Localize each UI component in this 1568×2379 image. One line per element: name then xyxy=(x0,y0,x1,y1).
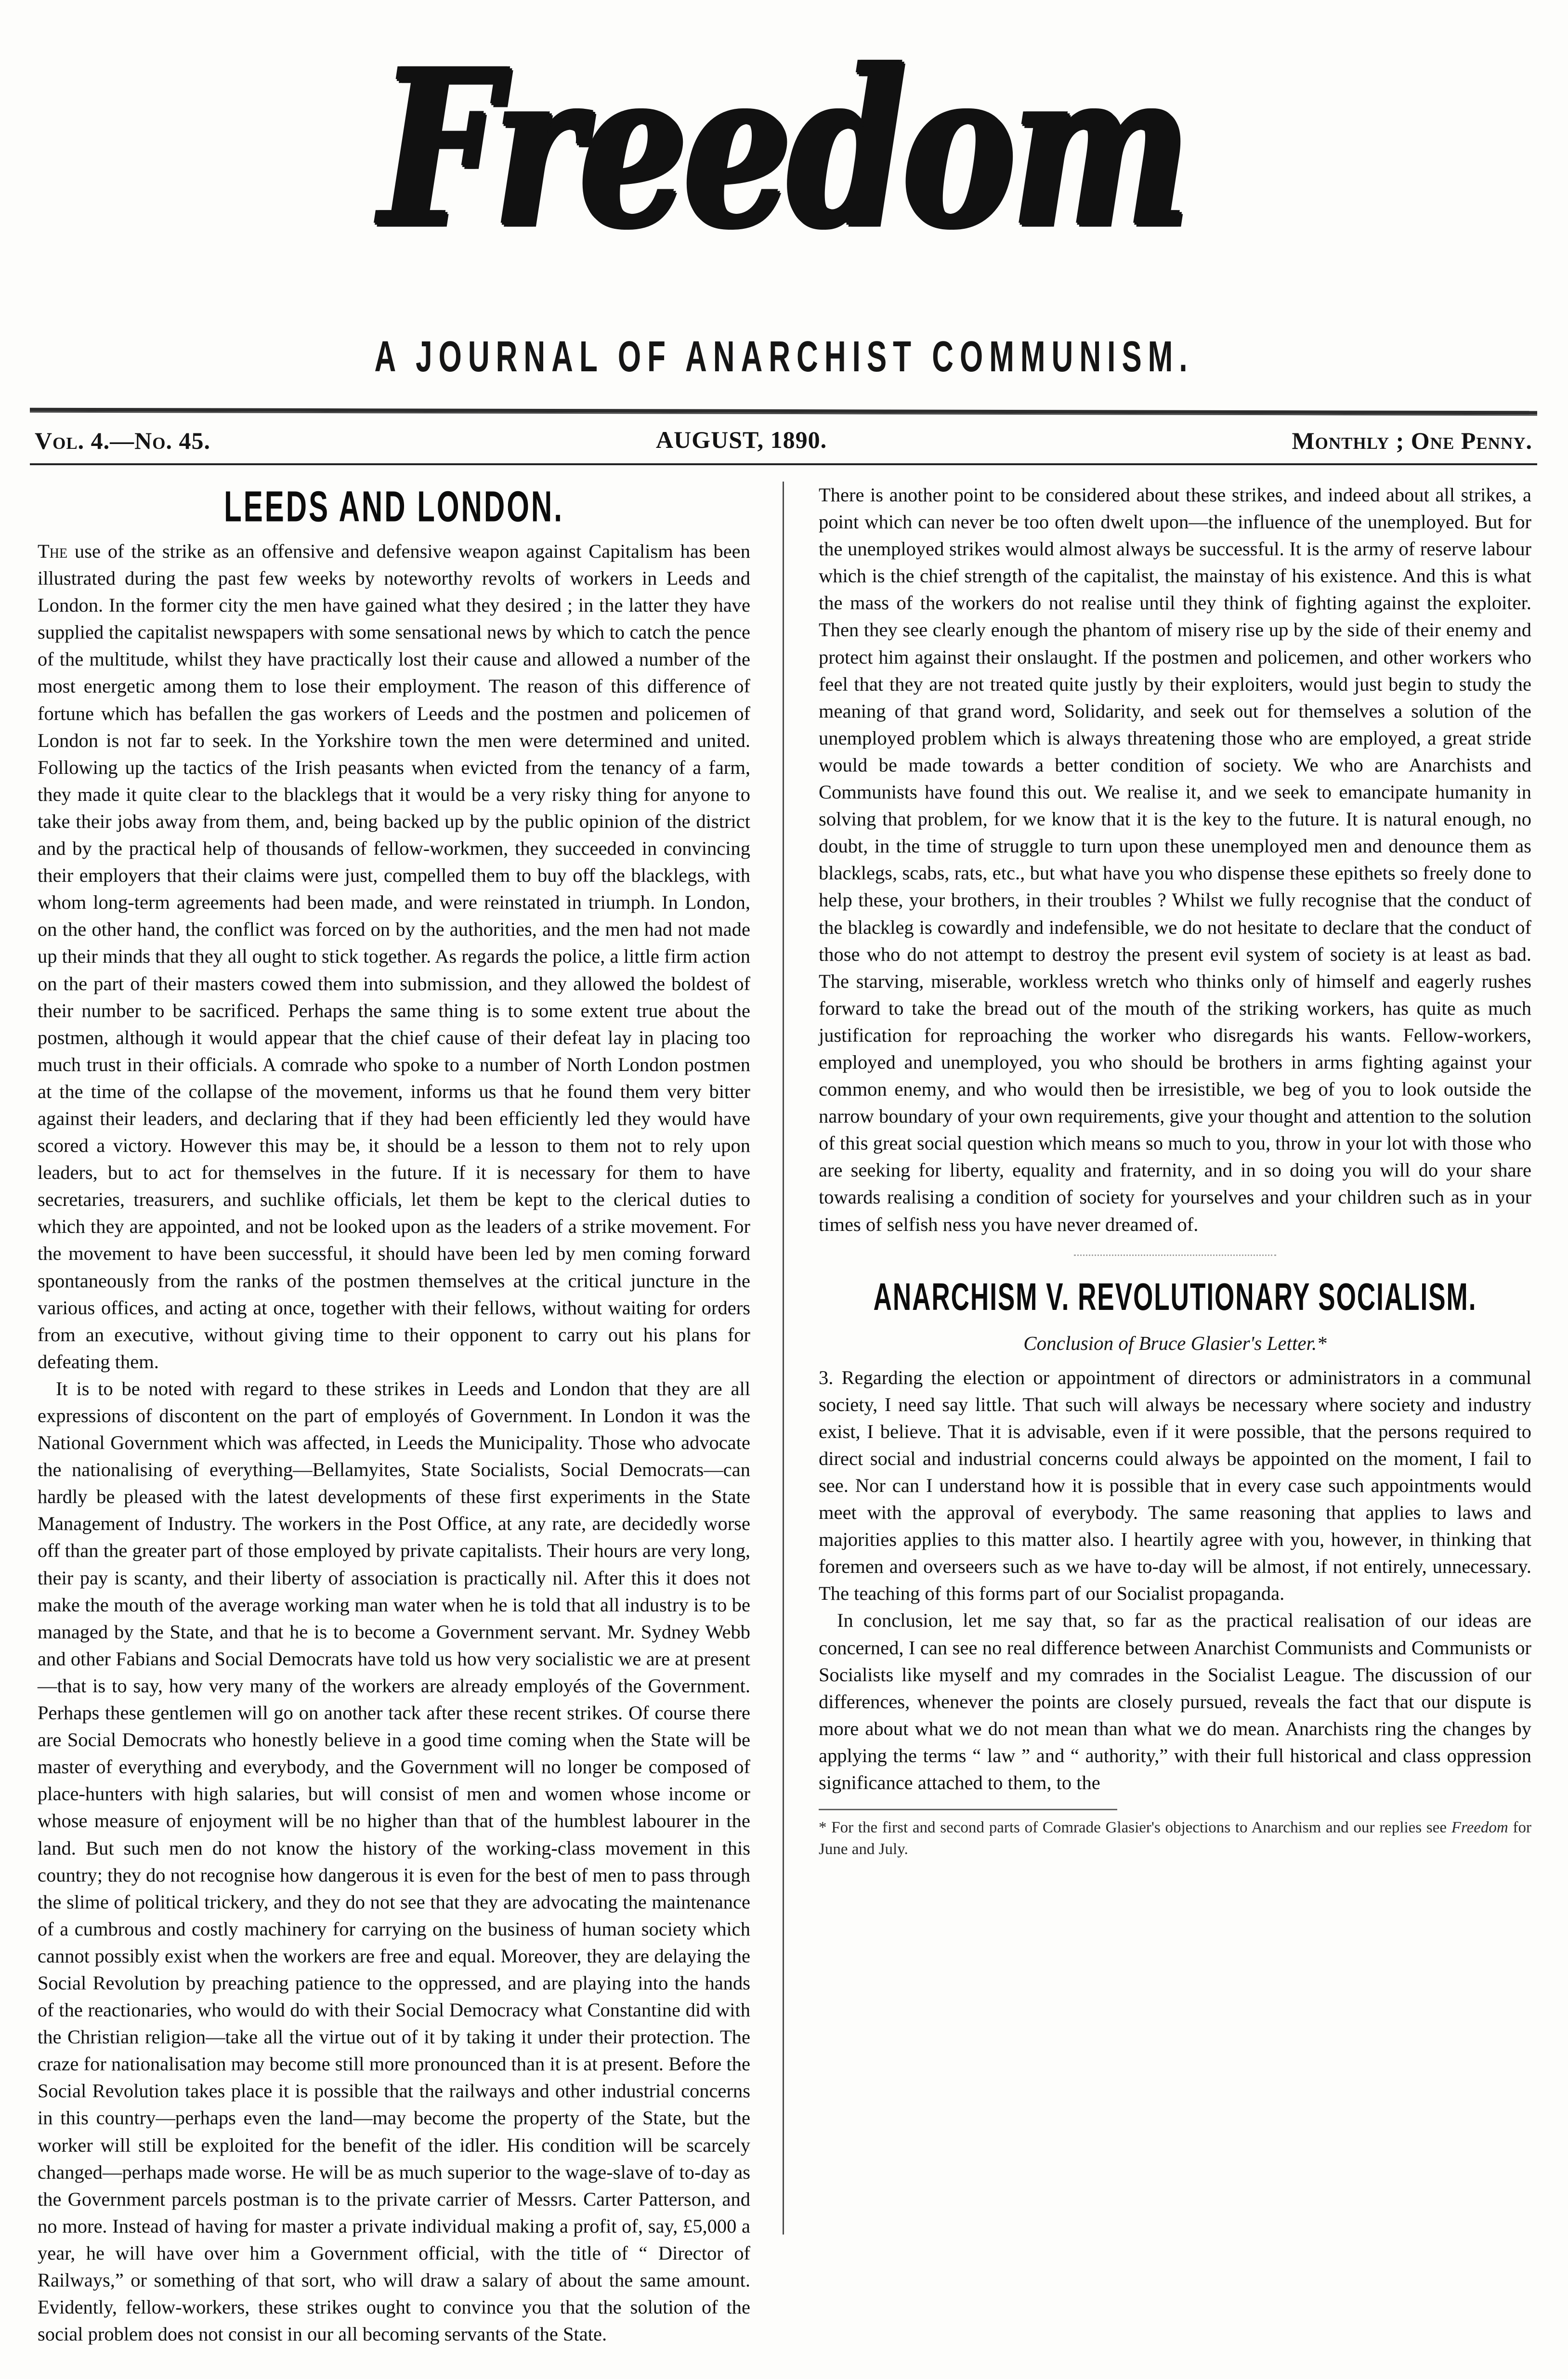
issue-line xyxy=(30,424,1537,458)
article-paragraph: The use of the strike as an offensive and defensive weapon against Capitalism has been illustrated during the past few weeks by noteworthy revolts of workers in Leeds and London. In the former city the men have gained what they desired ; in the latter they have supplied the capitalist newspapers with some sensational news by which to catch the pence of the multitude, whilst they have practically lost their cause and allowed a number of the most energetic among them to lose their employment. The reason of this difference of fortune which has befallen the gas workers of Leeds and the postmen and policemen of London is not far to seek. In the Yorkshire town the men were determined and united. Following up the tactics of the Irish peasants when evicted from the tenancy of a farm, they made it quite clear to the blacklegs that it would be a very risky thing for anyone to take their jobs away from them, and, being backed up by the public opinion of the district and by the practical help of thousands of fellow-workmen, they succeeded in convincing their employers that their claims were just, compelled them to buy off the blacklegs, with whom long-term agreements had been made, and were reinstated in triumph. In London, on the other hand, the conflict was forced on by the authorities, and the men had not made up their minds that they all ought to stick together. As regards the police, a little firm action on the part of their masters cowed them into submission, and they allowed the boldest of their number to be sacrificed. Perhaps the same thing is to some extent true about the postmen, although it would appear that the chief cause of their defeat lay in placing too much trust in their officials. A comrade who spoke to a number of North London postmen at the time of the collapse of the movement, informs us that he found them very bitter against their leaders, and declaring that if they had been efficiently led they would have scored a victory. However this may be, it should be a lesson to them not to rely upon leaders, but to act for themselves in the future. If it is necessary for them to have secretaries, treasurers, and suchlike officials, let them be kept to the clerical duties to which they are appointed, and not be looked upon as the leaders of a strike movement. For the movement to have been successful, it should have been led by men coming forward spontaneously from the ranks of the postmen themselves at the critical juncture in the various offices, and acting at once, together with their fellows, without waiting for orders from an executive, without giving time to their opponent to carry out his plans for defeating them. xyxy=(38,540,750,1372)
article-paragraph: In conclusion, let me say that, so far as the practical realisation of our ideas are concerned, I can see no real difference between Anarchist Communists and Communists or Socialists like myself and my comrades in the Socialist League. The discussion of our differences, whenever the points are closely pursued, reveals the fact that our dispute is more about what we do not mean than what we do mean. Anarchists ring the changes by applying the terms “ law ” and “ authority,” with their full historical and class oppression significance attached to them, to the xyxy=(819,1609,1531,1794)
issue-rule xyxy=(30,463,1537,465)
issue-price: Monthly ; One Penny. xyxy=(1292,427,1532,454)
masthead-subtitle: A JOURNAL OF ANARCHIST COMMUNISM. xyxy=(374,333,1194,381)
column-right xyxy=(819,482,1531,1860)
article-paragraph: It is to be noted with regard to these strikes in Leeds and London that they are all expressions of discontent on the part of employés of Government. In London it was the National Government which was affected, in Leeds the Municipality. Those who advocate the nationalising of everything—Bellamyites, State Socialists, Social Democrats—can hardly be pleased with the latest developments of these first experiments in the State Management of Industry. The workers in the Post Office, at any rate, are decidedly worse off than the greater part of those employed by private capitalists. Their hours are very long, their pay is scanty, and their liberty of association is practically nil. After this it does not make the mouth of the average working man water when he is told that all industry is to be managed by the State, and that he is to become a Government servant. Mr. Sydney Webb and other Fabians and Social Democrats have told us how very socialistic we are at present—that is to say, how very many of the workers are already employés of the Government. Perhaps these gentlemen will go on another tack after these recent strikes. Of course there are Social Democrats who honestly believe in a good time coming when the State will be master of everything and everybody, and the Government will no longer be composed of place-hunters with high salaries, but will consist of men and women whose income or whose measure of enjoyment will be no higher than that of the humblest labourer in the land. But such men do not know the history of the working-class movement in this country; they do not recognise how dangerous it is even for the best of men to pass through the slime of political trickery, and they do not see that they are advocating the maintenance of a cumbrous and costly machinery for carrying on the business of human society which cannot possibly exist when the workers are free and equal. Moreover, they are delaying the Social Revolution by preaching patience to the oppressed, and are playing into the hands of the reactionaries, who would do with their Social Democracy what Constantine did with the Christian religion—take all the virtue out of it by taking it under their protection. The craze for nationalisation may become still more pronounced than it is at present. Before the Social Revolution takes place it is possible that the railways and other industrial concerns in this country—perhaps even the land—may become the property of the State, but the worker will still be exploited for the benefit of the idler. His condition will be scarcely changed—perhaps made worse. He will be as much superior to the wage-slave of to-day as the Government parcels postman is to the private carrier of Messrs. Carter Patterson, and no more. Instead of having for master a private individual making a profit of, say, £5,000 a year, he will have over him a Government official, with the title of “ Director of Railways,” or something of that sort, who will draw a salary of about the same amount. Evidently, fellow-workers, these strikes ought to convince you that the solution of the social problem does not consist in our all becoming servants of the State. xyxy=(38,1377,750,2345)
article-paragraph: 3. Regarding the election or appointment of directors or administrators in a communal society, I need say little. That such will always be necessary where society and industry exist, I believe. That it is advisable, even if it were possible, that the persons required to direct social and industrial concerns could always be appointed on the moment, I fail to see. Nor can I understand how it is possible that in every case such appointments would meet with the approval of everybody. The same reasoning that applies to laws and majorities applies to this matter also. I heartily agree with you, however, in thinking that foremen and overseers such as we have to-day will be almost, if not entirely, unnecessary. The teaching of this forms part of our Socialist propaganda. xyxy=(819,1366,1531,1605)
article-footnote: * For the first and second parts of Comrade Glasier's objections to Anarchism and our replies see Freedom for June and July. xyxy=(819,1819,1531,1858)
column-left xyxy=(38,482,750,2348)
column-divider xyxy=(783,482,784,2235)
issue-date: AUGUST, 1890. xyxy=(656,426,827,453)
article-headline-leeds-and-london: LEEDS AND LONDON. xyxy=(224,482,564,531)
footnote-rule xyxy=(819,1809,1117,1810)
article-headline-anarchism-v-revolutionary-socialism: ANARCHISM V. REVOLUTIONARY SOCIALISM. xyxy=(873,1276,1477,1319)
lead-smallcaps: The xyxy=(38,540,68,562)
masthead-rule xyxy=(30,408,1537,416)
masthead xyxy=(0,23,1568,275)
article-subhead: Conclusion of Bruce Glasier's Letter.* xyxy=(1023,1332,1327,1354)
section-break xyxy=(1074,1255,1276,1261)
issue-volume: Vol. 4.—No. 45. xyxy=(35,427,211,454)
masthead-title: Freedom xyxy=(380,23,1188,275)
article-paragraph-continued: There is another point to be considered about these strikes, and indeed about all strikes, a point which can never be too often dwelt upon—the influence of the unemployed. But for the unemployed strikes would almost always be successful. It is the army of reserve labour which is the chief strength of the capitalist, the mainstay of his existence. And this is what the mass of the workers do not realise until they think of fighting against the exploiter. Then they see clearly enough the phantom of misery rise up by the side of their enemy and protect him against their onslaught. If the postmen and policemen, and other workers who feel that they are not treated quite justly by their exploiters, would just begin to study the meaning of that grand word, Solidarity, and seek out for themselves a solution of the unemployed problem which is always threatening those who are employed, a great stride would be made towards a better condition of society. We who are Anarchists and Communists have found this out. We realise it, and we seek to emancipate humanity in solving that problem, for we know that it is the key to the future. It is natural enough, no doubt, in the time of struggle to turn upon these unemployed men and denounce them as blacklegs, scabs, rats, etc., but what have you who dispense these epithets so freely done to help these, your brothers, in their troubles ? Whilst we fully recognise that the conduct of the blackleg is cowardly and indefensible, we do not hesitate to declare that the conduct of those who do not attempt to destroy the present evil system of society is at least as bad. The starving, miserable, workless wretch who thinks only of himself and eagerly rushes forward to take the bread out of the mouth of the striking workers, has quite as much justification for reproaching the worker who disregards his wants. Fellow-workers, employed and unemployed, you who should be brothers in arms fighting against your common enemy, and who would then be irresistible, we beg of you to look outside the narrow boundary of your own requirements, give your thought and attention to the solution of this great social question which means so much to you, throw in your lot with those who are seeking for liberty, equality and fraternity, and in so doing you will do your share towards realising a condition of society for yourselves and your children such as in your times of selfish ness you have never dreamed of. xyxy=(819,484,1531,1235)
